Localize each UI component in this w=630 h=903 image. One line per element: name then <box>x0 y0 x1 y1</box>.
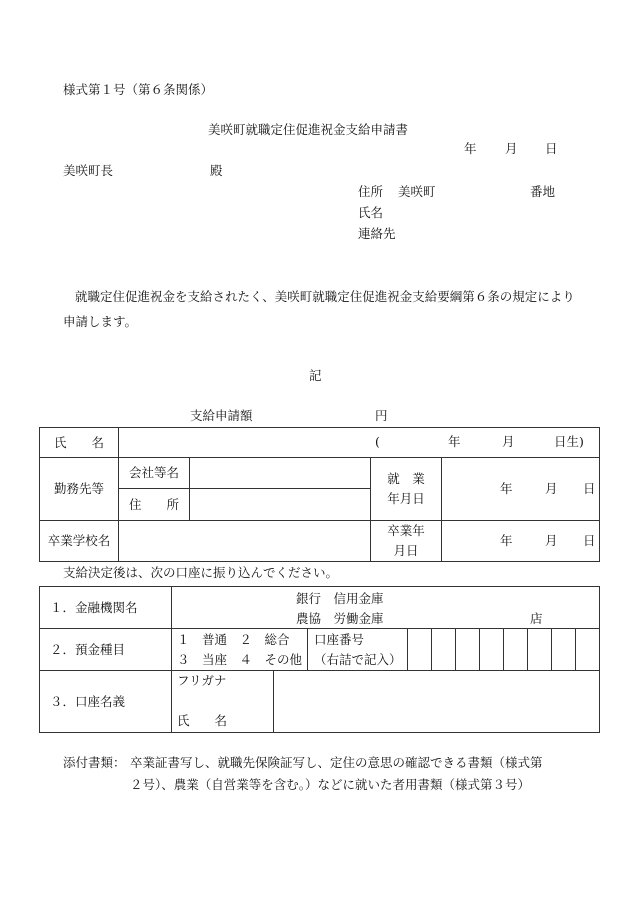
birth-month: 月 <box>502 433 515 449</box>
birth-open-paren: ( <box>375 433 380 449</box>
birth-day: 日生) <box>554 433 584 449</box>
company-field[interactable] <box>190 458 371 489</box>
ki-heading: 記 <box>309 368 322 383</box>
bank-account-table <box>39 586 600 733</box>
grad-line2: 月日 <box>393 543 419 558</box>
account-digit-box[interactable] <box>552 629 576 671</box>
table-row <box>40 521 600 562</box>
table-row <box>40 671 600 733</box>
table-row <box>40 428 600 458</box>
address-label: 住所 <box>358 184 384 199</box>
attachments-label: 添付書類： <box>63 755 126 770</box>
employ-month: 月 <box>545 481 558 496</box>
holder-name-label: 氏 名 <box>177 713 228 728</box>
school-label: 卒業学校名 <box>40 521 119 562</box>
work-address-label: 住 所 <box>119 489 190 521</box>
birth-year: 年 <box>448 433 461 449</box>
deposit-line1: １ 普通 ２ 総合 <box>177 631 290 647</box>
applicant-table <box>39 427 600 562</box>
account-digit-box[interactable] <box>456 629 480 671</box>
account-no-label-line1: 口座番号 <box>314 631 365 647</box>
addressee-name: 美咲町長 <box>63 163 114 178</box>
name-cell-label: 氏 名 <box>40 428 119 458</box>
holder-field[interactable] <box>274 671 600 733</box>
grad-line1: 卒業年 <box>387 523 425 538</box>
account-digit-box[interactable] <box>480 629 504 671</box>
company-label: 会社等名 <box>119 458 190 489</box>
account-no-label <box>308 629 408 671</box>
form-number: 様式第１号（第６条関係） <box>63 82 214 97</box>
address-town: 美咲町 <box>398 184 436 199</box>
branch-suffix: 店 <box>530 610 543 626</box>
name-field[interactable] <box>119 428 600 458</box>
amount-label: 支給申請額 <box>190 408 253 423</box>
amount-unit: 円 <box>375 408 388 423</box>
holder-labels <box>172 671 274 733</box>
employ-date-label <box>371 458 442 521</box>
transfer-note: 支給決定後は、次の口座に振り込んでください。 <box>63 565 339 580</box>
deposit-label: ２．預金種目 <box>40 629 172 671</box>
grad-day: 日 <box>583 533 596 548</box>
application-statement: 就職定住促進祝金を支給されたく、美咲町就職定住促進祝金支給要綱第６条の規定により申請します。 <box>63 289 575 329</box>
bank-type-line2: 農協 労働金庫 <box>296 610 384 626</box>
grad-date-field[interactable] <box>442 521 600 562</box>
table-row <box>40 629 600 671</box>
contact-label: 連絡先 <box>358 226 396 241</box>
date-month: 月 <box>505 141 518 156</box>
deposit-line2: ３ 当座 ４ その他 <box>177 651 303 667</box>
work-label: 勤務先等 <box>40 458 119 521</box>
holder-label: ３．口座名義 <box>40 671 172 733</box>
bank-label: １．金融機関名 <box>40 587 172 629</box>
employ-year: 年 <box>500 481 513 496</box>
date-day: 日 <box>545 141 558 156</box>
table-row <box>40 458 600 489</box>
address-suffix: 番地 <box>530 184 556 199</box>
employ-date-line2: 年月日 <box>387 491 425 506</box>
account-digit-box[interactable] <box>528 629 552 671</box>
account-digit-box[interactable] <box>432 629 456 671</box>
employ-date-field[interactable] <box>442 458 600 521</box>
date-year: 年 <box>464 141 477 156</box>
furigana-label: フリガナ <box>177 673 227 688</box>
employ-day: 日 <box>583 481 596 496</box>
account-digit-box[interactable] <box>576 629 600 671</box>
table-row <box>40 587 600 629</box>
account-digit-box[interactable] <box>408 629 432 671</box>
addressee-honorific: 殿 <box>210 163 223 178</box>
school-field[interactable] <box>119 521 371 562</box>
bank-type-line1: 銀行 信用金庫 <box>296 590 384 606</box>
work-address-field[interactable] <box>190 489 371 521</box>
attachments-line2: ２号）、農業（自営業等を含む。）などに就いた者用書類（様式第３号） <box>130 777 531 792</box>
account-no-note: （右詰で記入） <box>314 651 402 667</box>
attachments-line1: 卒業証書写し、就職先保険証写し、定住の意思の確認できる書類（様式第 <box>130 755 543 770</box>
account-digit-box[interactable] <box>504 629 528 671</box>
bank-field[interactable] <box>172 587 600 629</box>
grad-date-label <box>371 521 442 562</box>
document-title: 美咲町就職定住促進祝金支給申請書 <box>208 122 409 137</box>
name-label: 氏名 <box>358 205 384 220</box>
employ-date-line1: 就 業 <box>387 471 425 486</box>
grad-year: 年 <box>500 533 513 548</box>
deposit-options[interactable] <box>172 629 308 671</box>
grad-month: 月 <box>545 533 558 548</box>
